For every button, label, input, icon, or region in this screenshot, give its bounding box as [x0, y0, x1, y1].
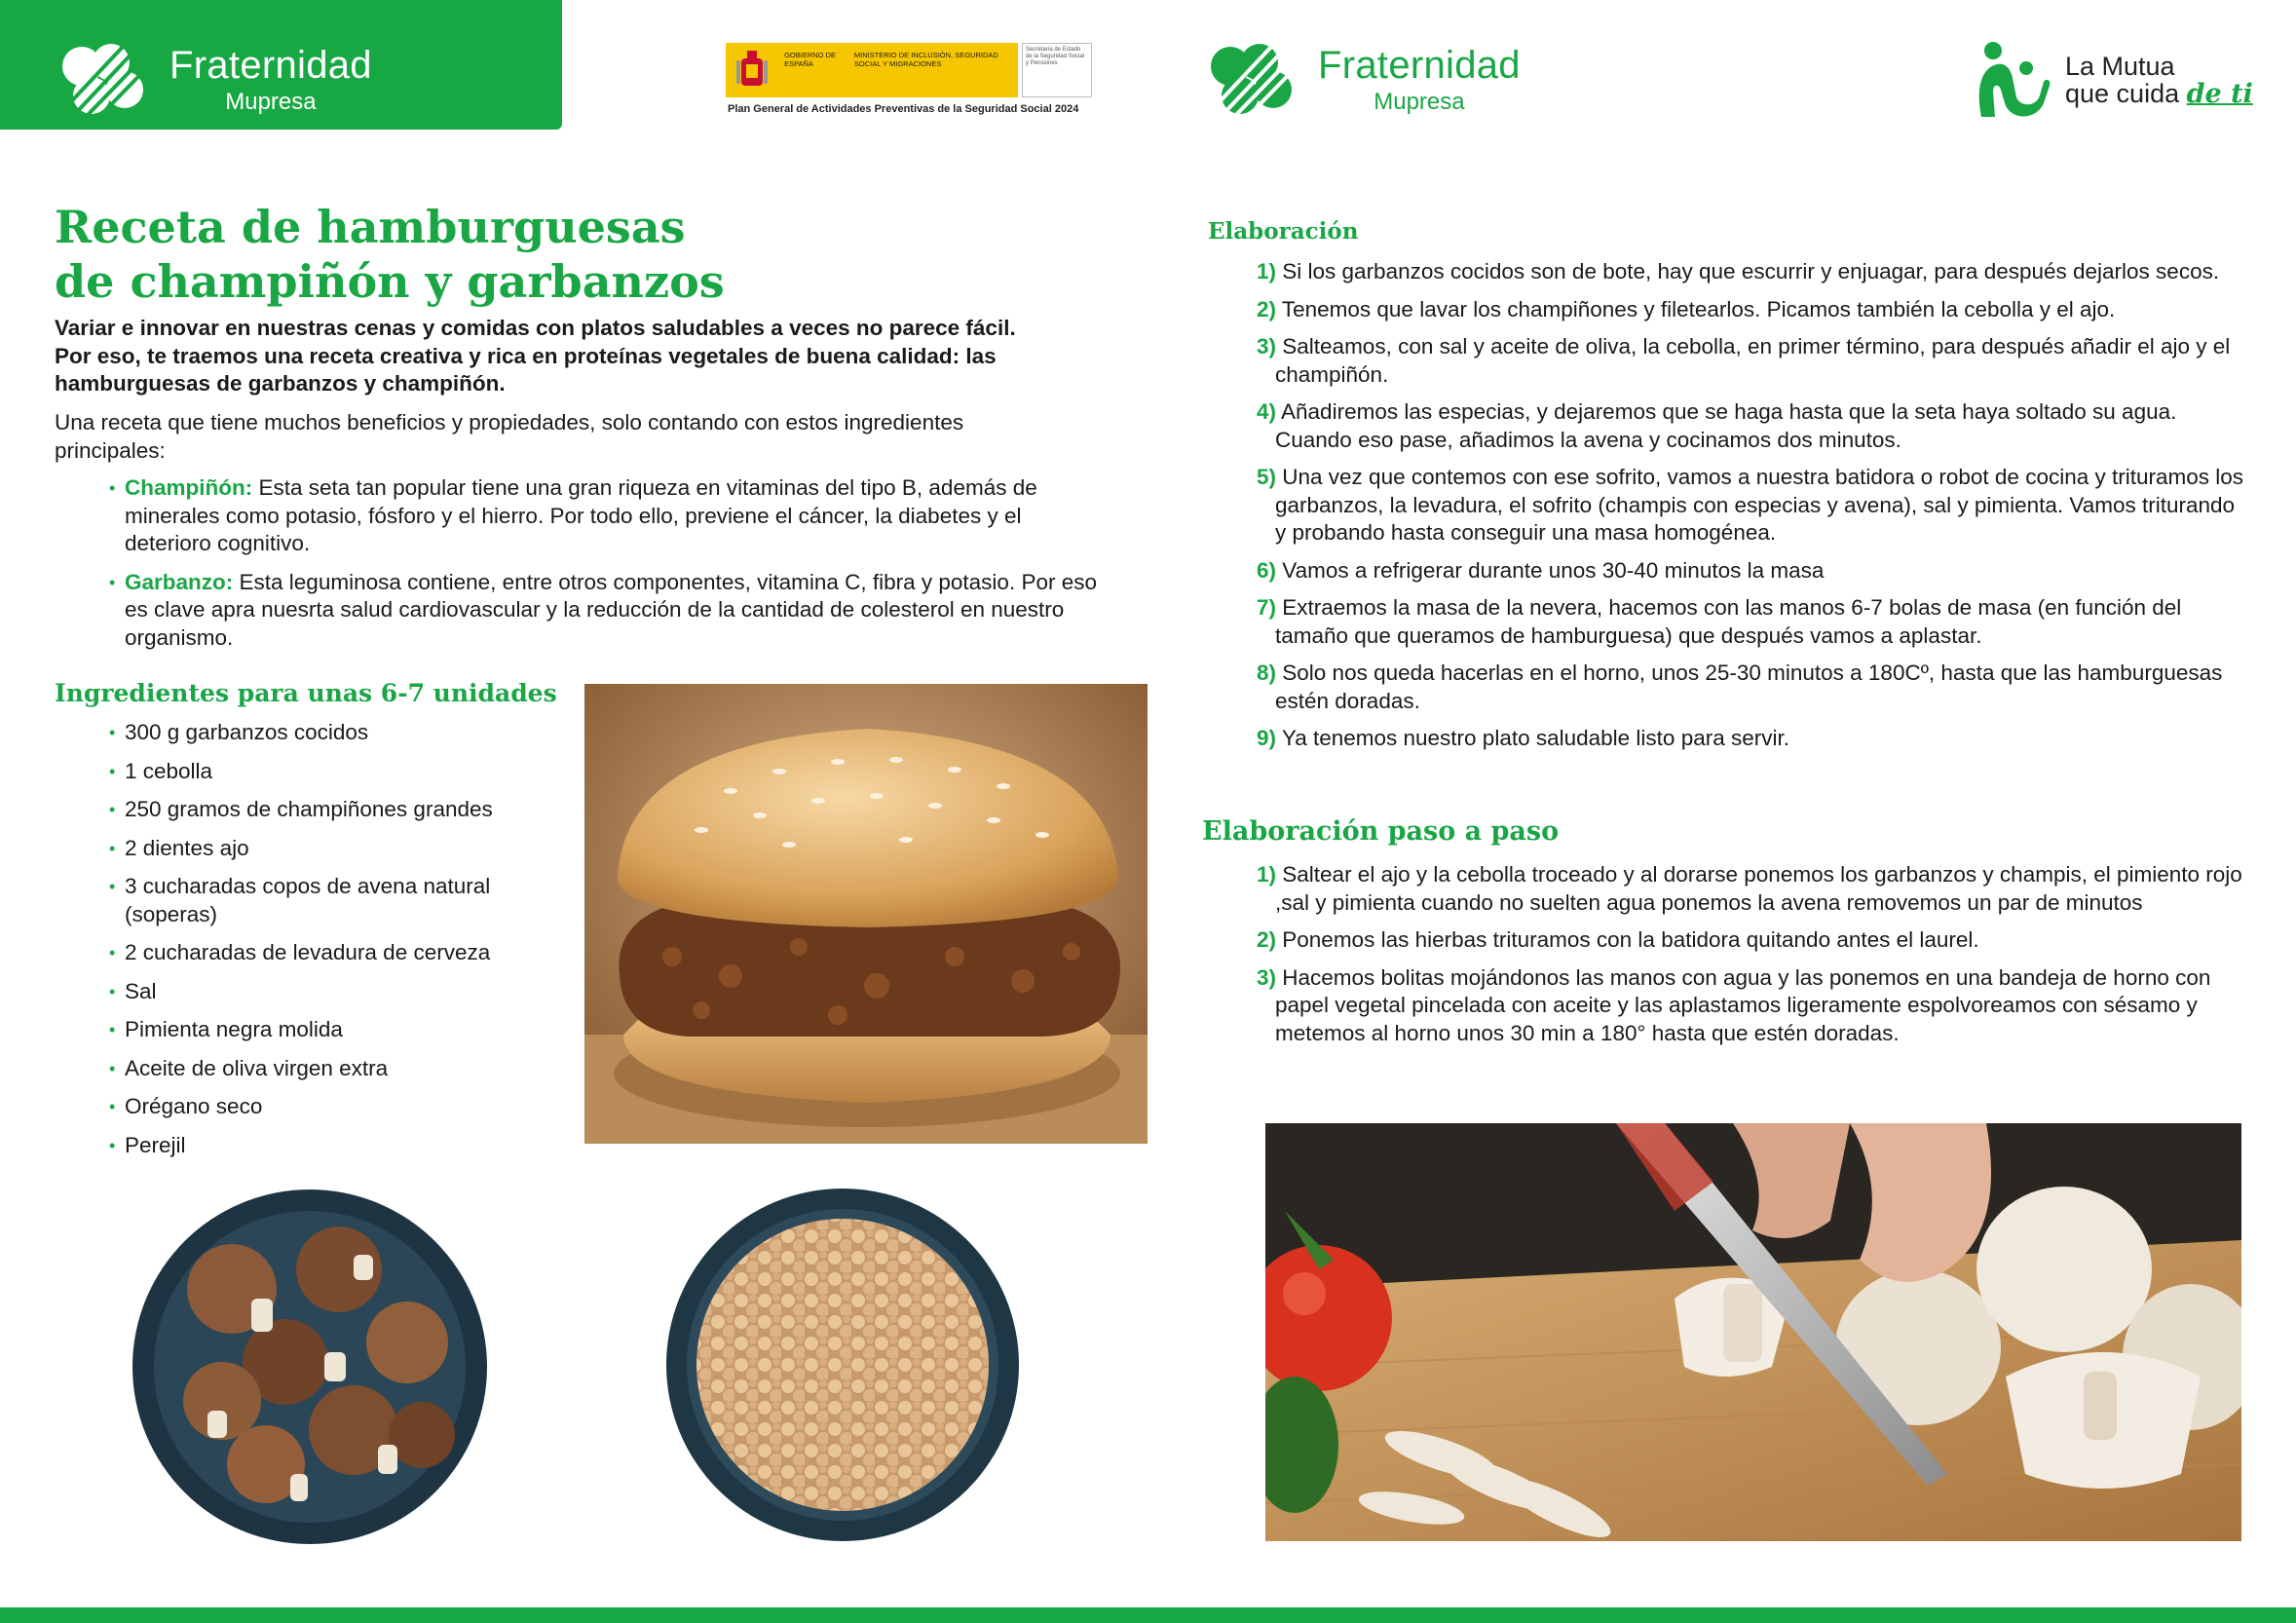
paso-step-item [1257, 926, 2245, 955]
step-number: 2) [1257, 927, 1277, 952]
benefit-term: Champiñón: [125, 475, 253, 500]
step-item [1257, 464, 2245, 547]
ingredient-item: • 3 cucharadas copos de avena natural (soperas) [109, 873, 538, 928]
fraternidad-logo-left [53, 43, 372, 117]
step-item [1257, 258, 2245, 286]
family-icon [1972, 39, 2053, 121]
government-logo [726, 43, 1096, 119]
step-number: 5) [1257, 465, 1277, 489]
ingredient-item: • Pimienta negra molida [109, 1016, 538, 1044]
intro-paragraph: Una receta que tiene muchos beneficios y propiedades, solo contando con estos ingredientes principales: [55, 410, 964, 463]
benefit-item [109, 569, 1098, 653]
cutting-mushrooms-photo [1265, 1123, 2241, 1541]
recipe-title [55, 200, 1116, 309]
brand-subname: Mupresa [1374, 89, 1465, 115]
clover-logo-icon [53, 43, 156, 117]
elaboracion-title: Elaboración [1208, 218, 1359, 245]
mushroom-bowl-photo [130, 1187, 490, 1547]
step-text: Solo nos queda hacerlas en el horno, unos 25-30 minutos a 180Cº, hasta que las hamburguesas estén doradas. [1275, 661, 2223, 713]
ingredient-list [109, 719, 538, 1170]
step-number: 3) [1257, 964, 1277, 990]
step-number: 9) [1257, 726, 1277, 750]
seg-social-logo [1022, 43, 1092, 97]
intro-bold: Variar e innovar en nuestras cenas y comidas con platos saludables a veces no parece fácil. Por eso, te traemos una receta creativa y rica en proteínas vegetales de buena calidad: las hamburguesas de garbanzos y champiñón. [55, 316, 1016, 396]
fraternidad-logo-right [1201, 43, 1521, 117]
footer-bar [0, 1607, 2296, 1623]
ingredient-item: • Perejil [109, 1132, 538, 1160]
paso-steps [1257, 861, 2245, 1057]
step-text: Vamos a refrigerar durante unos 30-40 minutos la masa [1276, 557, 1825, 583]
benefit-term: Garbanzo: [125, 569, 234, 594]
step-item [1257, 333, 2245, 389]
brand-name: Fraternidad [169, 44, 372, 87]
step-item [1257, 296, 2245, 324]
mutua-line1: La Mutua [2065, 51, 2175, 81]
step-text: Extraemos la masa de la nevera, hacemos con las manos 6-7 bolas de masa (en función del tamaño que queramos de hamburguesa) que después vamos a aplastar. [1275, 595, 2182, 648]
step-item [1257, 398, 2245, 454]
benefit-text: Esta seta tan popular tiene una gran riqueza en vitaminas del tipo B, además de minerales como potasio, fósforo y el hierro. Por todo ello, previene el cáncer, la diabetes y el deterioro cognitivo. [125, 475, 1037, 555]
ingredients-title: Ingredientes para unas 6-7 unidades [55, 679, 557, 707]
ingredient-item: • Aceite de oliva virgen extra [109, 1055, 538, 1083]
mutua-logo [1972, 39, 2253, 121]
step-text: Tenemos que lavar los champiñones y filetearlos. Picamos también la cebolla y el ajo. [1276, 296, 2116, 321]
step-item [1257, 557, 2245, 585]
seg-social-text: Secretaría de Estado de la Seguridad Social y Pensiones [1026, 47, 1085, 66]
benefit-text: Esta leguminosa contiene, entre otros componentes, vitamina C, fibra y potasio. Por eso es clave apra nuesrta salud cardiovascular y la reducción de la cantidad de colesterol en nuestro organismo. [125, 569, 1097, 650]
ingredient-item: • Sal [109, 978, 538, 1006]
ingredient-item: • 2 cucharadas de levadura de cerveza [109, 939, 538, 967]
chickpea-bowl-photo [664, 1187, 1021, 1543]
ingredient-item: • 1 cebolla [109, 758, 538, 786]
step-number: 2) [1257, 296, 1277, 321]
step-number: 1) [1257, 259, 1277, 283]
brand-subname: Mupresa [225, 89, 317, 115]
paso-step-item [1257, 861, 2245, 917]
brand-name: Fraternidad [1318, 44, 1521, 87]
step-text: Salteamos, con sal y aceite de oliva, la cebolla, en primer término, para después añadir el ajo y el champiñón. [1275, 334, 2231, 387]
step-text: Saltear el ajo y la cebolla troceado y al dorarse ponemos los garbanzos y champis, el pimiento rojo ,sal y pimienta cuando no suelten agua ponemos la avena removemos un par de minutos [1275, 862, 2242, 915]
step-number: 7) [1257, 595, 1277, 620]
clover-logo-icon [1201, 43, 1304, 117]
benefit-item [109, 474, 1098, 558]
step-text: Ponemos las hierbas trituramos con la batidora quitando antes el laurel. [1276, 927, 1979, 952]
step-text: Ya tenemos nuestro plato saludable listo para servir. [1276, 726, 1789, 750]
ingredient-item: • 300 g garbanzos cocidos [109, 719, 538, 747]
mutua-emphasis: de ti [2186, 78, 2253, 109]
step-number: 1) [1257, 862, 1277, 887]
elaboration-steps [1257, 258, 2245, 763]
paso-step-item [1257, 964, 2245, 1048]
burger-photo [584, 684, 1148, 1144]
ministry-text: MINISTERIO DE INCLUSIÓN, SEGURIDAD SOCIAL Y MIGRACIONES [853, 51, 998, 68]
step-number: 6) [1257, 557, 1277, 583]
step-number: 3) [1257, 334, 1277, 359]
gov-spain-text: GOBIERNO DE ESPAÑA [784, 51, 836, 68]
step-number: 8) [1257, 661, 1277, 685]
benefit-list [109, 474, 1098, 662]
title-line1: Receta de hamburguesas [55, 201, 686, 253]
step-item [1257, 594, 2245, 650]
ingredient-item: • 2 dientes ajo [109, 835, 538, 863]
step-number: 4) [1257, 399, 1277, 424]
mutua-line2: que cuida [2065, 78, 2180, 108]
ingredient-item: • Orégano seco [109, 1093, 538, 1121]
plan-caption: Plan General de Actividades Preventivas de la Seguridad Social 2024 [728, 103, 1079, 115]
step-item [1257, 725, 2245, 753]
step-text: Hacemos bolitas mojándonos las manos con agua y las ponemos en una bandeja de horno con papel vegetal pincelada con aceite y las aplastamos ligeramente espolvoreamos con sésamo y metemos al horno unos 30 min a 180° hasta que estén doradas. [1275, 964, 2211, 1045]
paso-title: Elaboración paso a paso [1202, 816, 1560, 847]
step-text: Añadiremos las especias, y dejaremos que se haga hasta que la seta haya soltado su agua. Cuando eso pase, añadimos la avena y cocinamos dos minutos. [1275, 399, 2177, 452]
title-line2: de champiñón y garbanzos [55, 255, 725, 308]
step-text: Si los garbanzos cocidos son de bote, hay que escurrir y enjuagar, para después dejarlos secos. [1276, 259, 2220, 283]
spain-coat-of-arms-icon [726, 43, 778, 97]
step-text: Una vez que contemos con ese sofrito, vamos a nuestra batidora o robot de cocina y trituramos los garbanzos, la levadura, el sofrito (champis con especias y avena), sal y pimienta. Vamos triturando y probando hasta conseguir una masa homogénea. [1275, 465, 2244, 545]
ingredient-item: • 250 gramos de champiñones grandes [109, 796, 538, 824]
step-item [1257, 660, 2245, 715]
